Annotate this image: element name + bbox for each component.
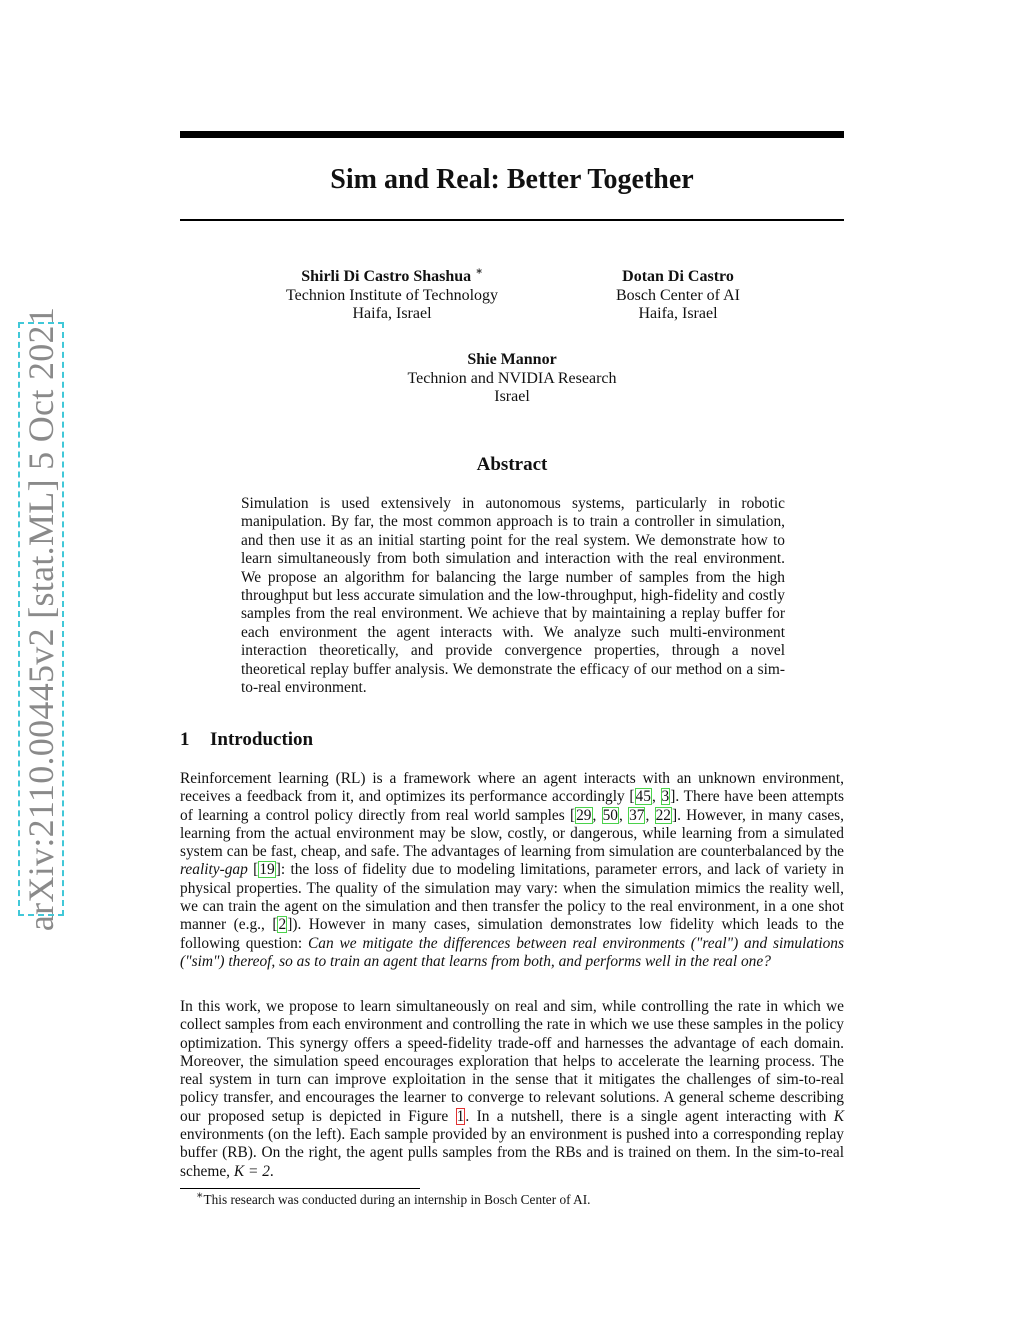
author-affiliation: Technion Institute of Technology [285,286,499,304]
arxiv-identifier-text: arXiv:2110.00445v2 [stat.ML] 5 Oct 2021 [21,306,61,932]
text-run: Reinforcement learning (RL) is a framework where an agent interacts with an unknown environment, receives a feedback from it, and optimizes its performance accordingly [ [180,770,844,806]
intro-paragraph-2 [180,998,844,1181]
intro-paragraph-1: Reinforcement learning (RL) is a framework where an agent interacts with an unknown environment, receives a feedback from it, and optimizes its performance accordingly [45, 3]. There have been attempts of learning a control policy directly from real world samples [29, 50, 37, 22]. However, in many cases, learning from the actual environment may be slow, costly, or dangerous, while learning from a simulated system can be fast, cheap, and safe. The advantages of learning from simulation are counterbalanced by the reality-gap [19]: the loss of fidelity due to modeling limitations, parameter errors, and lack of variety in physical properties. The quality of the simulation may vary: when the simulation mimics the reality well, we can train the agent on the simulation and then transfer the policy to the real environment, in a one shot manner (e.g., [2]). However in many cases, simulation demonstrates low fidelity which leads to the following question: Can we mitigate the differences between real environments ("real") and simulations ("sim") thereof, so as to train an agent that learns from both, and performs well in the real one? [180,770,844,970]
footnote-rule [180,1188,420,1189]
author-name: Shie Mannor [467,351,557,368]
math-k-equals-2: K = 2 [233,1162,270,1180]
text-run: . [269,1162,274,1180]
text-run: ]). However in many cases, simulation demonstrates low fidelity which leads to the following question: [180,916,844,952]
footnote-marker: ∗ [475,265,483,278]
arxiv-identifier-stamp [18,306,64,932]
citation-link[interactable]: 45 [635,788,651,806]
author-location: Haifa, Israel [638,305,718,322]
citation-link[interactable]: 2 [278,916,287,934]
text-run: In this work, we propose to learn simultaneously on real and sim, while controlling the rate in which we collect samples from each environment and controlling the rate in which we use these samples in the policy optimization. This synergy offers a speed-fidelity trade-off and harnesses the advantage of each domain. Moreover, the simulation speed encourages exploration that helps to accelerate the learning process. The real system in turn can improve exploitation in the sense that it mitigates the challenges of sim-to-real policy transfer, and encourages the learner to converge to relevant solutions. A general scheme describing our proposed setup is depicted in Figure [180,998,844,1125]
abstract-heading: Abstract [476,454,548,475]
text-run: environments (on the left). Each sample provided by an environment is pushed into a corresponding replay buffer (RB). On the right, the agent pulls samples from the RBs and is trained on them. In the sim-to-real scheme, [180,1126,844,1180]
math-k: K [833,1107,844,1125]
author-location: Haifa, Israel [352,305,432,322]
paper-title: Sim and Real: Better Together [330,164,694,195]
citation-link[interactable]: 50 [602,806,618,824]
title-top-rule [180,131,844,138]
author-block-2 [576,268,780,324]
citation-link[interactable]: 37 [629,806,645,824]
text-run: ]: the loss of fidelity due to modeling limitations, parameter errors, and lack of variety in physical properties. The quality of the simulation may vary: when the simulation mimics the reality well, we can train the agent on the simulation and then transfer the policy to the real environment, in a one shot manner (e.g., [ [180,861,844,934]
text-run: ]. There have been attempts of learning a control policy directly from real world samples [ [180,788,844,824]
abstract-body: Simulation is used extensively in autonomous systems, particularly in robotic manipulation. By far, the most common approach is to train a controller in simulation, and then use it as an initial starting point for the real system. We demonstrate how to learn simultaneously from both simulation and interaction with the real environment. We propose an algorithm for balancing the large number of samples from the high throughput but less accurate simulation and the low-throughput, high-fidelity and costly samples from the real environment. We achieve that by maintaining a replay buffer for each environment the agent interacts with. We analyze such multi-environment interaction theoretically, and provide convergence properties, through a novel theoretical replay buffer analysis. We demonstrate the efficacy of our method on a sim-to-real environment. [241,495,785,697]
citation-link[interactable]: 22 [655,806,671,824]
author-affiliation: Bosch Center of AI [616,286,740,304]
author-block-3 [380,351,644,407]
figure-reference-link[interactable]: 1 [456,1107,465,1125]
author-location: Israel [494,388,530,405]
section-title: Introduction [210,729,314,750]
footnote-mark: ∗ [196,1189,204,1202]
footnote-text: This research was conducted during an internship in Bosch Center of AI. [203,1192,591,1207]
text-run: [ [247,861,259,879]
citation-link[interactable]: 19 [259,861,275,879]
text-run: . In a nutshell, there is a single agent interacting with [465,1107,834,1125]
author-name: Dotan Di Castro [622,268,734,285]
section-number: 1 [180,729,190,750]
author-affiliation: Technion and NVIDIA Research [407,369,617,387]
author-block-1 [262,265,522,324]
title-bottom-rule [180,219,844,221]
section-heading-introduction [180,728,844,752]
citation-link[interactable]: 3 [661,788,670,806]
citation-link[interactable]: 29 [576,806,592,824]
term-reality-gap: reality-gap [180,861,248,879]
text-run: ]. However, in many cases, learning from the actual environment may be slow, costly, or dangerous, while learning from a simulated system can be fast, cheap, and safe. The advantages of learning from simulation are counterbalanced by the [180,806,844,861]
research-question: Can we mitigate the differences between real environments ("real") and simulations ("sim") thereof, so as to train an agent that learns from both, and performs well in the real one? [180,934,844,970]
footnote [196,1189,836,1208]
author-name: Shirli Di Castro Shashua ∗ [301,265,483,285]
